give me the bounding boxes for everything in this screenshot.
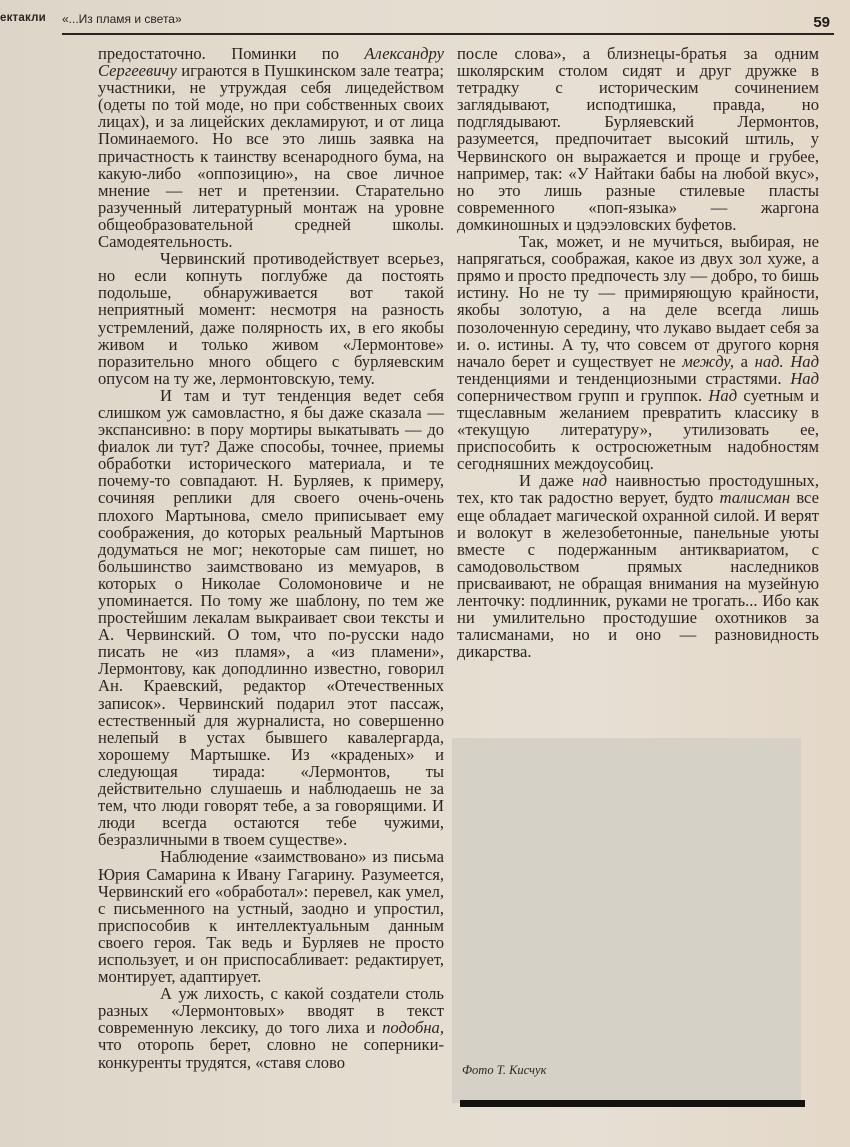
text-run: что оторопь берет, словно не соперники-конкуренты трудятся, «ставя слово: [98, 1035, 444, 1072]
header-rule: [62, 33, 834, 35]
paragraph: Червинский противодействует всерьез, но если копнуть поглубже да постоять подольше, обнаруживается вот такой неприятный момент: несмотря на разность устремлений, даже полярность их, в его якобы живом и только живом «Лермонтове» поразительно много общего с бурляевским опусом на ту же, лермонтовскую, тему.: [98, 249, 444, 388]
italic-text: Александру Сергеевичу: [98, 44, 444, 81]
paragraph: И там и тут тенденция ведет себя слишком уж самовластно, я бы даже сказала — экспансивно: в пору мортиры выкатывать — до фиалок ли тут? Даже способы, точнее, приемы обработки исторического материала, и те почему-то совпадают. Н. Бурляев, к примеру, сочиняя реплики для своего очень-очень плохого Мартынова, смело приписывает ему соображения, до которых реальный Мартынов додуматься не мог; некоторые сам пишет, но большинство заимствовано из мемуаров, в которых о Николае Соломоновиче и не упоминается. По тому же шаблону, по тем же простейшим лекалам выкраивает свои тексты и А. Червинский. О том, что по-русски надо писать не «из пламя», а «из пламени», Лермонтову, как доподлинно известно, говорил Ан. Краевский, редактор «Отечественных записок». Червинский подарил этот пассаж, естественный для журналиста, но совершенно нелепый в устах бывшего кавалергарда, хорошему Мартышке. Из «краденых» и следующая тирада: «Лермонтов, ты действительно слушаешь и наблюдаешь не за тем, что люди говорят тебе, а за говорящими. И люди всегда остаются тебе чужими, безразличными в твоем существе».: [98, 385, 444, 850]
italic-text: подобна,: [382, 1018, 444, 1038]
paragraph: после слова», а близнецы-братья за одним школярским столом сидят и друг дружке в тетрадку с историческим сочинением заглядывают, исподтишка, правда, но подглядывают. Бурляевский Лермонтов, разумеется, предпочитает высокий штиль, у Червинского он выражается и проще и грубее, например, так: «У Найтаки бабы на любой вкус», но это лишь разные стилевые пласты современного «поп-языка» — жаргона домкиношных и цэдээловских буфетов.: [457, 44, 819, 234]
page-number: 59: [813, 14, 830, 31]
italic-text: Над: [708, 385, 738, 405]
text-run: наивностью простодушных, тех, кто так радостно верует, будто: [457, 471, 820, 508]
italic-text: между,: [682, 351, 735, 371]
text-run: а: [734, 351, 755, 371]
right-column: [457, 45, 819, 660]
italic-text: Над: [790, 351, 819, 371]
left-column: [98, 45, 444, 1071]
paragraph: [98, 985, 444, 1070]
photo-credit: Фото Т. Кисчук: [462, 1063, 547, 1077]
paragraph: [457, 472, 819, 660]
text-run: соперничеством групп и группок.: [457, 385, 709, 405]
text-run: И даже: [519, 471, 583, 491]
italic-text: талисман: [719, 488, 791, 508]
running-title: «...Из пламя и света»: [62, 12, 182, 26]
text-run: играются в Пушкинском зале театра; участники, не утруждая себя лицедейством (одеты по той моде, но при собственных своих лицах), и за лицейских декламируют, и от лица Поминаемого. Но все это лишь заявка на причастность к таинству всенародного бума, на какую-либо «оппозицию», на свое личное мнение — нет и претензии. Старательно разученный литературный монтаж на уровне общеобразовательной средней школы. Самодеятельность.: [98, 61, 444, 252]
section-label: ектакли: [0, 12, 46, 24]
paragraph: [457, 233, 819, 472]
paragraph: Наблюдение «заимствовано» из письма Юрия Самарина к Ивану Гагарину. Разумеется, Червинский его «обработал»: перевел, как умел, с письменного на устный, заодно и упростил, приспособив к интеллектуальным данным своего героя. Так ведь и Бурляев не просто использует, и он приспосабливает: редактирует, монтирует, адаптирует.: [98, 847, 444, 987]
italic-text: Над: [790, 368, 819, 388]
text-run: тенденциями и тенденциозными страстями.: [457, 368, 791, 388]
text-run: А уж лихость, с какой создатели столь разных «Лермонтовых» вводят в текст современную лексику, до того лиха и: [98, 984, 444, 1038]
photo-placeholder: [452, 738, 801, 1103]
italic-text: над: [582, 471, 608, 491]
photo-bottom-bar: [460, 1100, 805, 1107]
text-run: все еще обладает магической охранной силой. И верят и волокут в железобетонные, панельные уюты вместе с подержанным антиквариатом, с самодовольством прямых наследников присваивают, не обращая внимания на музейную ленточку: подлинник, руками не трогать... Ибо как ни умилительно простодушие охотников за талисманами, но и оно — разновидность дикарства.: [457, 488, 819, 662]
text-run: суетным и тщеславным желанием превратить классику в «текущую литературу», утилизовать ее, приспособить к остросюжетным надобностям сегодняшних междоусобиц.: [457, 385, 819, 474]
paragraph: [98, 45, 444, 250]
italic-text: над.: [754, 351, 784, 371]
text-run: предостаточно. Поминки по: [98, 44, 365, 63]
text-run: Так, может, и не мучиться, выбирая, не напрягаться, соображая, какое из двух зол хуже, а прямо и просто предпочесть злу — добро, то бишь истину. Но не ту — примиряющую крайности, якобы золотую, а на деле всегда лишь позолоченную середину, что лукаво выдает себя за и. о. истины. А ту, что совсем от другого корня начало берет и существует не: [457, 232, 819, 371]
